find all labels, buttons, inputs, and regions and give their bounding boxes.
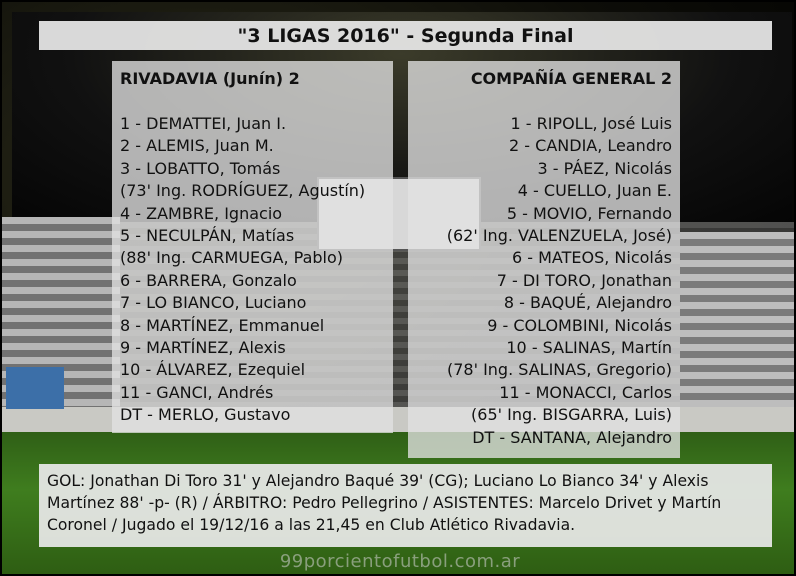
player-line: 1 - DEMATTEI, Juan I. <box>120 114 287 133</box>
player-line: 7 - DI TORO, Jonathan <box>496 270 672 290</box>
away-lineup <box>414 113 672 449</box>
player-line: 10 - ÁLVAREZ, Ezequiel <box>120 360 306 380</box>
player-line: 5 - NECULPÁN, Matías <box>120 226 295 246</box>
title-bar <box>39 21 772 50</box>
away-team-panel <box>408 61 680 458</box>
player-line: 2 - CANDIA, Leandro <box>509 136 672 156</box>
player-line: (73' Ing. RODRÍGUEZ, Agustín) <box>120 181 366 201</box>
home-lineup <box>120 113 387 427</box>
player-line: (65' Ing. BISGARRA, Luis) <box>471 405 672 425</box>
stands-right <box>680 232 796 422</box>
player-line: DT - SANTANA, Alejandro <box>472 427 672 447</box>
player-line: 1 - RIPOLL, José Luis <box>510 114 672 133</box>
player-line: 10 - SALINAS, Martín <box>506 338 672 358</box>
player-line: 4 - ZAMBRE, Ignacio <box>120 203 283 223</box>
home-team-name: RIVADAVIA (Junín) 2 <box>120 69 300 88</box>
player-line: 9 - MARTÍNEZ, Alexis <box>120 338 286 358</box>
player-line: (62' Ing. VALENZUELA, José) <box>446 226 672 246</box>
player-line: 3 - LOBATTO, Tomás <box>120 158 281 178</box>
fan-banner <box>6 367 64 409</box>
player-line: 2 - ALEMIS, Juan M. <box>120 136 274 156</box>
match-summary: GOL: Jonathan Di Toro 31' y Alejandro Baqué 39' (CG); Luciano Lo Bianco 34' y Alexis Martínez 88' -p- (R) / ÁRBITRO: Pedro Pellegrino / ASISTENTES: Marcelo Drivet y Martín Coronel / Jugado el 19/12/16 a las 21,45 en Club Atlético Rivadavia. <box>47 472 722 534</box>
match-summary-panel <box>39 464 772 547</box>
match-title: "3 LIGAS 2016" - Segunda Final <box>237 24 574 47</box>
player-line: 8 - MARTÍNEZ, Emmanuel <box>120 315 325 335</box>
player-line: 5 - MOVIO, Fernando <box>506 203 672 223</box>
player-line: 4 - CUELLO, Juan E. <box>517 181 672 201</box>
home-team-panel <box>112 61 393 433</box>
player-line: 11 - GANCI, Andrés <box>120 382 274 402</box>
watermark: 99porcientofutbol.com.ar <box>279 551 521 572</box>
away-team-name: COMPAÑÍA GENERAL 2 <box>470 69 672 88</box>
player-line: 9 - COLOMBINI, Nicolás <box>487 315 672 335</box>
player-line: 11 - MONACCI, Carlos <box>499 382 672 402</box>
player-line: (88' Ing. CARMUEGA, Pablo) <box>120 248 344 268</box>
player-line: 7 - LO BIANCO, Luciano <box>120 293 307 313</box>
player-line: DT - MERLO, Gustavo <box>120 405 291 425</box>
player-line: 6 - MATEOS, Nicolás <box>511 248 672 268</box>
player-line: 3 - PÁEZ, Nicolás <box>537 158 672 178</box>
player-line: (78' Ing. SALINAS, Gregorio) <box>446 360 672 380</box>
player-line: 8 - BAQUÉ, Alejandro <box>503 293 672 313</box>
player-line: 6 - BARRERA, Gonzalo <box>120 270 297 290</box>
